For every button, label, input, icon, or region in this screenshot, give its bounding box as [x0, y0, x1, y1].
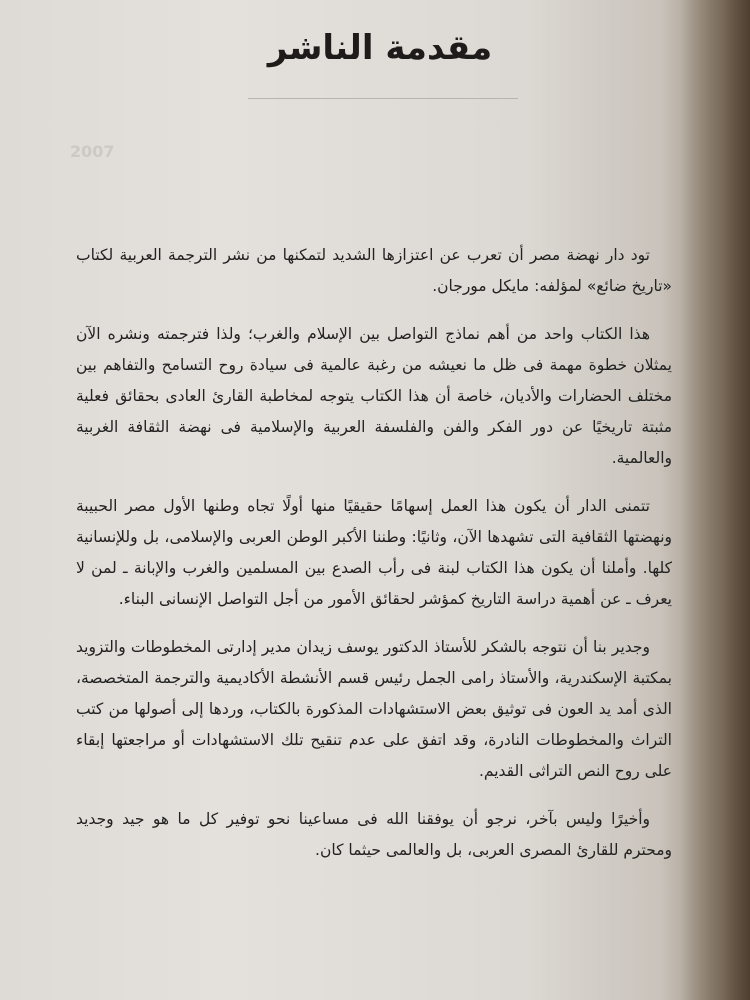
- title-divider: [248, 98, 518, 99]
- paragraph-3: تتمنى الدار أن يكون هذا العمل إسهامًا حقيقيًا منها أولًا تجاه وطنها الأول مصر الحبيبة ونهضتها الثقافية التى تشهدها الآن، وثانيًا: وطننا الأكبر الوطن العربى والإسلامى، بل وللإنسانية كلها. وأملنا أن يكون هذا الكتاب لبنة فى رأب الصدع بين المسلمين والغرب والإبانة ـ لمن لا يعرف ـ عن أهمية دراسة التاريخ كمؤشر لحقائق الأمور من أجل التواصل الإنسانى البناء.: [76, 497, 672, 608]
- preface-body: [76, 240, 672, 883]
- paragraph-1: تود دار نهضة مصر أن تعرب عن اعتزازها الشديد لتمكنها من نشر الترجمة العربية لكتاب «تاريخ ضائع» لمؤلفه: مايكل مورجان.: [76, 246, 672, 295]
- show-through-year: 2007: [70, 142, 115, 161]
- paragraph-2: هذا الكتاب واحد من أهم نماذج التواصل بين الإسلام والغرب؛ ولذا فترجمته ونشره الآن يمثلان خطوة مهمة فى ظل ما نعيشه من رغبة عالمية فى سيادة روح التسامح والتفاهم بين مختلف الحضارات والأديان، خاصة أن هذا الكتاب يتوجه لمخاطبة القارئ العادى بحقائق فعلية مثبتة تاريخيًا عن دور الفكر والفن والفلسفة العربية والإسلامية فى نهضة الثقافة الغربية والعالمية.: [76, 325, 672, 467]
- paragraph-5: وأخيرًا وليس بآخر، نرجو أن يوفقنا الله فى مساعينا نحو توفير كل ما هو جيد وجديد ومحترم للقارئ المصرى العربى، بل والعالمى حيثما كان.: [76, 810, 672, 859]
- paragraph-4: وجدير بنا أن نتوجه بالشكر للأستاذ الدكتور يوسف زيدان مدير إدارتى المخطوطات والتزويد بمكتبة الإسكندرية، والأستاذ رامى الجمل رئيس قسم الأنشطة الأكاديمية والترجمة المتخصصة، الذى أمد يد العون فى توثيق بعض الاستشهادات المذكورة بالكتاب، وردها إلى أصولها من كتب التراث والمخطوطات النادرة، وقد اتفق على عدم تنقيح تلك الاستشهادات أو مراجعتها إبقاء على روح النص التراثى القديم.: [76, 638, 672, 780]
- page-title: مقدمة الناشر: [267, 28, 493, 68]
